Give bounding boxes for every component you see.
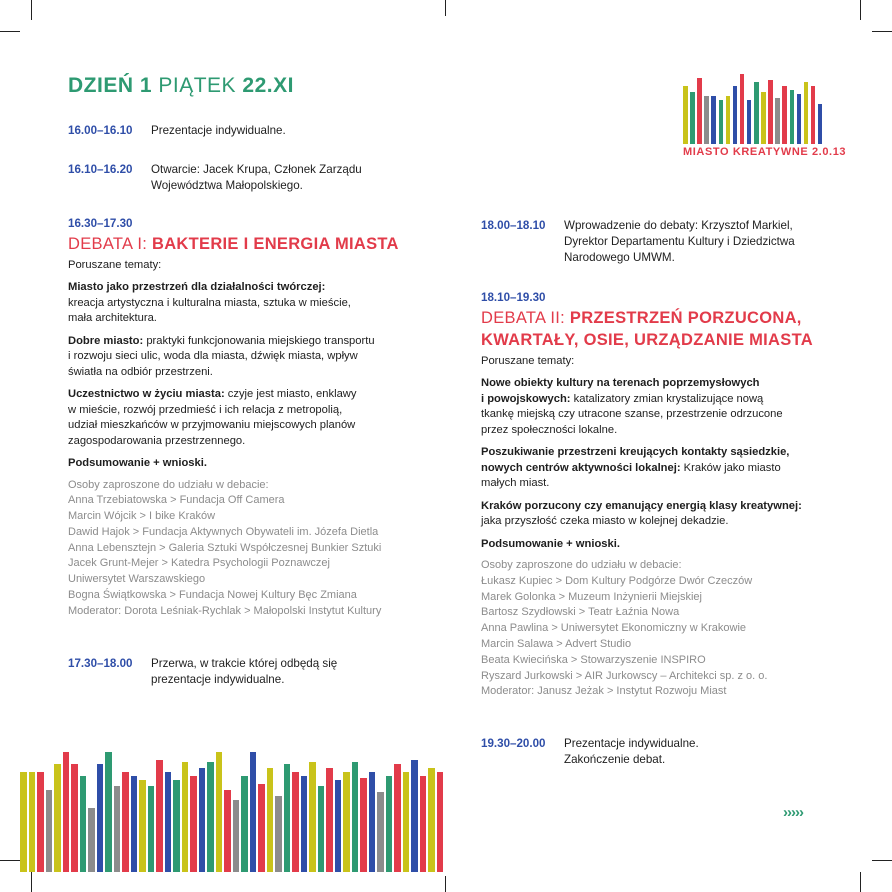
decorative-bar xyxy=(719,100,724,144)
topic-line xyxy=(68,334,440,350)
decorative-bar xyxy=(63,752,70,872)
topic-line xyxy=(481,376,876,392)
topic-text: tkankę miejską czy utracone szanse, przestrzenie odrzucone xyxy=(481,408,783,420)
description-line: Zakończenie debat. xyxy=(564,753,666,766)
guest-entry: Marcin Salawa > Advert Studio xyxy=(481,637,632,650)
decorative-bar xyxy=(360,778,367,872)
topic-text: światła na odbiór przestrzeni. xyxy=(68,365,213,378)
topic-heading: Kraków porzucony czy emanujący energią klasy kreatywnej: xyxy=(481,499,802,512)
topic-text: i rozwoju sieci ulic, woda dla miasta, dźwięk miasta, wpływ xyxy=(68,350,358,362)
topic-list xyxy=(68,280,440,449)
decorative-bar xyxy=(105,752,112,872)
debate-title xyxy=(481,307,876,351)
topic-line xyxy=(68,365,440,381)
debate-1 xyxy=(68,216,440,620)
debate-name: BAKTERIE I ENERGIA MIASTA xyxy=(152,234,399,253)
decorative-bar xyxy=(165,772,172,872)
decorative-bar xyxy=(131,776,138,872)
logo-text: MIASTO KREATYWNE 2.0.13 xyxy=(683,146,847,158)
topic-item xyxy=(68,280,440,327)
schedule-description xyxy=(564,736,699,768)
decorative-bar xyxy=(250,752,257,872)
decorative-bar xyxy=(326,768,333,872)
guest-entry: Beata Kwiecińska > Stowarzyszenie INSPIRO xyxy=(481,653,706,666)
topic-item xyxy=(481,499,876,530)
guest-entry: Marcin Wójcik > I bike Kraków xyxy=(68,510,216,523)
decorative-bar xyxy=(20,772,27,872)
topic-text: zagospodarowania przestrzennego. xyxy=(68,434,246,447)
debate-name: PRZESTRZEŃ PORZUCONA, xyxy=(569,308,802,327)
topic-line xyxy=(68,434,440,450)
schedule-description xyxy=(151,162,362,194)
decorative-bar xyxy=(437,772,444,872)
topic-text: małych miast. xyxy=(481,477,550,489)
decorative-bar xyxy=(301,776,308,872)
topic-text: w mieście, rozwój przedmieść i ich relacja z metropolią, xyxy=(68,403,343,416)
schedule-time: 16.10–16.20 xyxy=(68,163,133,176)
topic-item xyxy=(481,376,876,438)
decorative-bar xyxy=(386,776,393,872)
day-date: 22.XI xyxy=(242,74,294,97)
guest-entry: Anna Pawlina > Uniwersytet Ekonomiczny w Krakowie xyxy=(481,622,747,635)
description-line: Wprowadzenie do debaty: Krzysztof Markiel, xyxy=(564,219,793,232)
decorative-bar xyxy=(80,776,87,872)
decorative-bar xyxy=(122,772,129,872)
topic-heading: Dobre miasto: xyxy=(68,334,144,347)
decorative-bar xyxy=(309,762,316,872)
topic-line xyxy=(481,392,876,408)
debate-time: 16.30–17.30 xyxy=(68,217,133,230)
decorative-bar xyxy=(148,786,155,872)
topic-line xyxy=(481,461,876,477)
decorative-bar xyxy=(818,104,823,144)
schedule-time: 17.30–18.00 xyxy=(68,657,133,670)
guest-entry: Bogna Świątkowska > Fundacja Nowej Kultury Bęc Zmiana xyxy=(68,589,357,602)
guest-list xyxy=(481,558,876,700)
topic-list xyxy=(481,376,876,530)
day-number: DZIEŃ 1 xyxy=(68,74,153,97)
decorative-bar xyxy=(54,764,61,872)
topic-heading: Nowe obiekty kultury na terenach poprzemysłowych xyxy=(481,377,760,389)
guest-list-heading: Osoby zaproszone do udziału w debacie: xyxy=(68,478,269,491)
decorative-bar xyxy=(797,94,802,144)
decorative-bar xyxy=(428,768,435,872)
topic-line xyxy=(481,514,876,530)
description-line: Województwa Małopolskiego. xyxy=(151,179,303,192)
decorative-bar xyxy=(726,96,731,144)
decorative-bar xyxy=(683,86,688,144)
topic-line xyxy=(481,423,876,439)
topic-line xyxy=(68,418,440,434)
guest-entry: Ryszard Jurkowski > AIR Jurkowscy – Architekci sp. z o. o. xyxy=(481,669,768,682)
topic-heading: Miasto jako przestrzeń dla działalności twórczej: xyxy=(68,281,326,293)
schedule-time: 16.00–16.10 xyxy=(68,124,133,137)
decorative-bar xyxy=(775,98,780,144)
topic-line xyxy=(68,349,440,365)
guest-entry: Marek Golonka > Muzeum Inżynierii Miejskiej xyxy=(481,590,702,603)
decorative-bar xyxy=(139,780,146,872)
guest-entry: Uniwersytet Warszawskiego xyxy=(68,573,206,586)
decorative-bar xyxy=(114,786,121,872)
topic-text: przez społeczności lokalne. xyxy=(481,423,618,436)
schedule-description xyxy=(564,218,795,266)
topic-line xyxy=(68,280,440,296)
topic-line xyxy=(68,403,440,419)
decorative-bar xyxy=(782,86,787,144)
guest-list xyxy=(68,478,440,620)
schedule-time: 18.00–18.10 xyxy=(481,219,546,232)
debate-time: 18.10–19.30 xyxy=(481,291,546,304)
day-weekday: PIĄTEK xyxy=(158,74,237,97)
debate-name: KWARTAŁY, OSIE, URZĄDZANIE MIASTA xyxy=(481,330,813,349)
topic-text: Kraków jako miasto xyxy=(680,461,781,474)
decorative-bar xyxy=(790,90,795,144)
guest-entry: Moderator: Janusz Jeżak > Instytut Rozwoju Miast xyxy=(481,685,727,698)
guest-entry: Bartosz Szydłowski > Teatr Łaźnia Nowa xyxy=(481,606,680,619)
next-page-arrows[interactable]: ››››› xyxy=(783,804,803,821)
decorative-bar xyxy=(71,764,78,872)
topic-text: udział mieszkańców w przyjmowaniu miejscowych planów xyxy=(68,419,356,431)
schedule-description xyxy=(151,656,337,688)
decorative-bar xyxy=(411,760,418,872)
debate-summary: Podsumowanie + wnioski. xyxy=(481,537,620,550)
topic-line xyxy=(481,445,876,461)
debate-title xyxy=(68,233,440,255)
decorative-bar xyxy=(216,752,223,872)
description-line: Dyrektor Departamentu Kultury i Dziedzictwa xyxy=(564,235,795,248)
topic-item xyxy=(68,334,440,381)
description-line: Prezentacje indywidualne. xyxy=(564,737,699,750)
decorative-bar xyxy=(29,772,36,872)
decorative-bar xyxy=(199,768,206,872)
guest-entry: Dawid Hajok > Fundacja Aktywnych Obywateli im. Józefa Dietla xyxy=(68,525,379,538)
topic-text: katalizatory zmian krystalizujące nową xyxy=(570,392,764,405)
decorative-bar xyxy=(207,762,214,872)
decorative-bar xyxy=(747,100,752,144)
guest-entry: Anna Trzebiatowska > Fundacja Off Camera xyxy=(68,494,285,507)
topic-heading: i powojskowych: xyxy=(481,392,571,405)
guest-list-heading: Osoby zaproszone do udziału w debacie: xyxy=(481,559,682,571)
decorative-bar xyxy=(733,86,738,144)
debate-summary: Podsumowanie + wnioski. xyxy=(68,457,207,469)
topic-line xyxy=(68,296,440,312)
decorative-bar xyxy=(420,776,427,872)
decorative-bar xyxy=(335,780,342,872)
decorative-bar xyxy=(804,82,809,144)
decorative-bar xyxy=(292,772,299,872)
topic-line xyxy=(481,476,876,492)
decorative-bar xyxy=(811,86,816,144)
decorative-bar xyxy=(704,96,709,144)
schedule-time: 19.30–20.00 xyxy=(481,737,546,750)
description-line: Narodowego UMWM. xyxy=(564,251,675,264)
decorative-bar xyxy=(318,786,325,872)
decorative-bar xyxy=(377,792,384,872)
description-line: Przerwa, w trakcie której odbędą się xyxy=(151,657,338,670)
logo-bars xyxy=(683,72,825,144)
debate-2 xyxy=(481,290,876,700)
decorative-bar xyxy=(233,800,240,872)
decorative-bars xyxy=(20,752,446,872)
topic-heading: Uczestnictwo w życiu miasta: xyxy=(68,388,225,400)
decorative-bar xyxy=(690,92,695,144)
topic-text: kreacja artystyczna i kulturalna miasta, sztuka w mieście, xyxy=(68,296,351,309)
decorative-bar xyxy=(182,762,189,872)
debate-subtitle: Poruszane tematy: xyxy=(68,258,162,271)
topic-text: praktyki funkcjonowania miejskiego transportu xyxy=(143,334,375,347)
decorative-bar xyxy=(352,762,359,872)
decorative-bar xyxy=(173,780,180,872)
debate-label: DEBATA I: xyxy=(68,234,148,253)
decorative-bar xyxy=(97,764,104,872)
topic-line xyxy=(481,499,876,515)
decorative-bar xyxy=(369,772,376,872)
topic-line xyxy=(68,311,440,327)
description-line: Prezentacje indywidualne. xyxy=(151,124,286,137)
decorative-bar xyxy=(258,784,265,872)
description-line: prezentacje indywidualne. xyxy=(151,673,285,686)
topic-text: jaka przyszłość czeka miasto w kolejnej dekadzie. xyxy=(481,515,729,527)
decorative-bar xyxy=(768,80,773,144)
guest-entry: Moderator: Dorota Leśniak-Rychlak > Małopolski Instytut Kultury xyxy=(68,604,382,617)
decorative-bar xyxy=(190,776,197,872)
decorative-bar xyxy=(754,82,759,144)
decorative-bar xyxy=(46,790,53,872)
decorative-bar xyxy=(740,74,745,144)
guest-entry: Jacek Grunt-Mejer > Katedra Psychologii Poznawczej xyxy=(68,557,330,570)
topic-heading: nowych centrów aktywności lokalnej: xyxy=(481,461,681,474)
decorative-bar xyxy=(403,772,410,872)
schedule-description xyxy=(151,123,286,139)
decorative-bar xyxy=(711,96,716,144)
decorative-bar xyxy=(697,78,702,144)
decorative-bar xyxy=(343,772,350,872)
decorative-bar xyxy=(156,760,163,872)
decorative-bar xyxy=(761,92,766,144)
guest-entry: Anna Lebensztejn > Galeria Sztuki Współczesnej Bunkier Sztuki xyxy=(68,541,382,554)
topic-text: mała architektura. xyxy=(68,312,157,324)
decorative-bar xyxy=(275,796,282,872)
decorative-bar xyxy=(394,764,401,872)
day-title xyxy=(68,74,294,98)
topic-item xyxy=(68,387,440,449)
topic-text: czyje jest miasto, enklawy xyxy=(224,388,357,400)
topic-heading: Poszukiwanie przestrzeni kreujących kontakty sąsiedzkie, xyxy=(481,446,790,458)
decorative-bar xyxy=(241,776,248,872)
description-line: Otwarcie: Jacek Krupa, Członek Zarządu xyxy=(151,163,362,176)
topic-line xyxy=(481,407,876,423)
decorative-bar xyxy=(284,764,291,872)
decorative-bar xyxy=(37,772,44,872)
decorative-bar xyxy=(267,768,274,872)
guest-entry: Łukasz Kupiec > Dom Kultury Podgórze Dwór Czeczów xyxy=(481,574,753,587)
debate-subtitle: Poruszane tematy: xyxy=(481,354,575,367)
decorative-bar xyxy=(88,808,95,872)
debate-label: DEBATA II: xyxy=(481,308,565,327)
topic-item xyxy=(481,445,876,492)
decorative-bar xyxy=(224,790,231,872)
topic-line xyxy=(68,387,440,403)
